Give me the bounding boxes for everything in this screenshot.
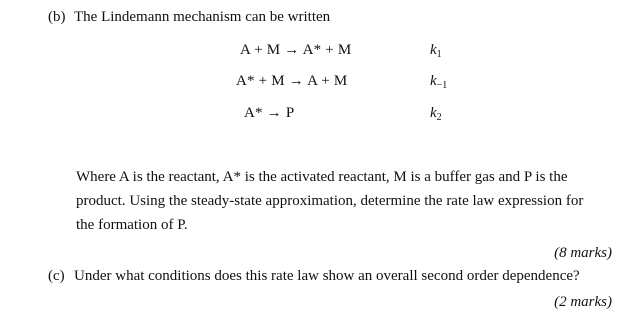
rate-constant-1-subscript: 1 — [436, 49, 442, 60]
part-b-heading — [48, 8, 330, 26]
question-b-line-3: the formation of P. — [76, 217, 188, 233]
part-c-question — [48, 267, 580, 285]
part-c-marks: (2 marks) — [554, 294, 612, 310]
rate-constant-1 — [430, 41, 442, 64]
equation-2: A* + M → A + M — [236, 73, 348, 89]
rate-constant-3 — [430, 104, 442, 127]
question-b-line-1: Where A is the reactant, A* is the activated reactant, M is a buffer gas and P is the — [76, 169, 568, 185]
rate-constant-3-symbol: k — [430, 105, 437, 121]
equation-1: A + M → A* + M — [240, 42, 352, 58]
part-c-label: (c) — [48, 268, 65, 284]
equation-3: A* → P — [244, 105, 295, 121]
rate-constant-1-symbol: k — [430, 42, 437, 58]
rate-constant-2-subscript: −1 — [436, 80, 448, 91]
part-b-marks: (8 marks) — [554, 245, 612, 261]
question-b-line-2: product. Using the steady-state approximation, determine the rate law expression for — [76, 193, 584, 209]
rate-constant-2-symbol: k — [430, 73, 437, 89]
rate-constant-2 — [430, 72, 447, 95]
part-b-label: (b) — [48, 9, 66, 25]
rate-constant-3-subscript: 2 — [436, 112, 442, 123]
part-c-text: Under what conditions does this rate law show an overall second order dependence? — [74, 268, 580, 284]
part-b-intro: The Lindemann mechanism can be written — [74, 9, 331, 25]
